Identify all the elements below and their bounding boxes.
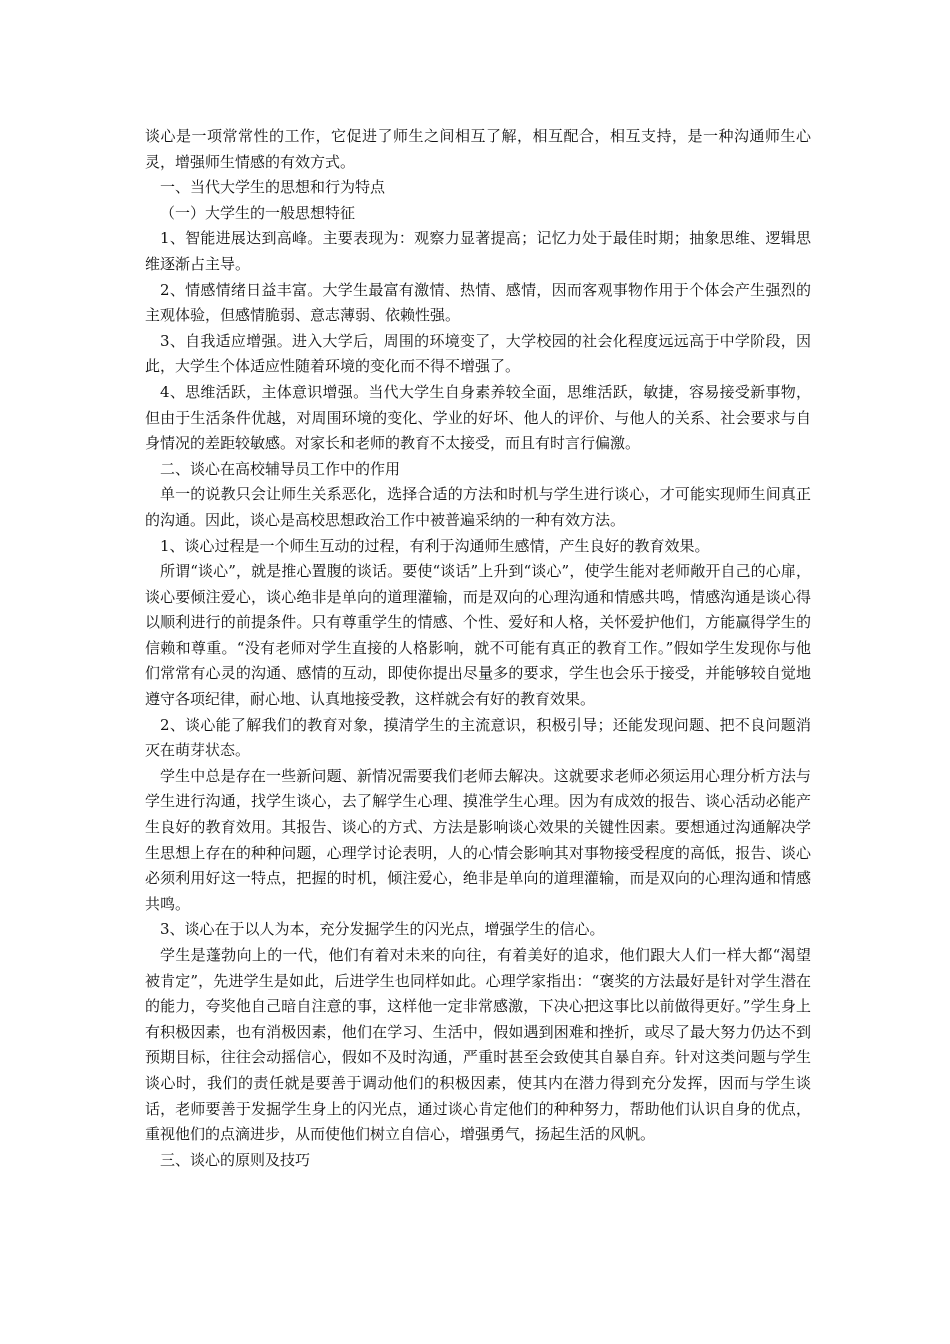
- paragraph-intellect: 1、智能进展达到高峰。主要表现为：观察力显著提高；记忆力处于最佳时期；抽象思维、逻辑思维逐渐占主导。: [145, 229, 811, 273]
- paragraph-adaptation: 3、自我适应增强。进入大学后，周围的环境变了，大学校园的社会化程度远远高于中学阶段，因此，大学生个体适应性随着环境的变化而不得不增强了。: [145, 331, 811, 376]
- point-understanding: 2、谈心能了解我们的教育对象，摸清学生的主流意识，积极引导；还能发现问题、把不良问题消灭在萌芽状态。: [145, 715, 811, 760]
- paragraph-communication: 单一的说教只会让师生关系恶化，选择合适的方法和时机与学生进行谈心，才可能实现师生间真正的沟通。因此，谈心是高校思想政治工作中被普遍采纳的一种有效方法。: [145, 485, 811, 529]
- point-people-oriented: 3、谈心在于以人为本，充分发掘学生的闪光点，增强学生的信心。: [160, 920, 605, 939]
- intro-paragraph: 谈心是一项常常性的工作，它促进了师生之间相互了解，相互配合，相互支持，是一种沟通师生心灵，增强师生情感的有效方式。: [145, 127, 811, 171]
- paragraph-emotion: 2、情感情绪日益丰富。大学生最富有激情、热情、感情，因而客观事物作用于个体会产生强烈的主观体验，但感情脆弱、意志薄弱、依赖性强。: [145, 280, 811, 325]
- paragraph-confidence: 学生是蓬勃向上的一代，他们有着对未来的向往，有着美好的追求，他们跟大人们一样大都“渴望被肯定”，先进学生是如此，后进学生也同样如此。心理学家指出：“褒奖的方法最好是针对学生潜在的能力，夸奖他自己暗自注意的事，这样他一定非常感激，下决心把这事比以前做得更好。”学生身上有积极因素，也有消极因素，他们在学习、生活中，假如遇到困难和挫折，或尽了最大努力仍达不到预期目标，往往会动摇信心，假如不及时沟通，严重时甚至会致使其自暴自弃。针对这类问题与学生谈心时，我们的责任就是要善于调动他们的积极因素，使其内在潜力得到充分发挥，因而与学生谈话，老师要善于发掘学生身上的闪光点，通过谈心肯定他们的种种努力，帮助他们认识自身的优点，重视他们的点滴进步，从而使他们树立自信心，增强勇气，扬起生活的风帆。: [145, 946, 811, 1144]
- section-heading-1: 一、当代大学生的思想和行为特点: [160, 178, 386, 197]
- paragraph-heart-talk: 所谓“谈心”，就是推心置腹的谈话。要使“谈话”上升到“谈心”，使学生能对老师敞开自己的心扉，谈心要倾注爱心，谈心绝非是单向的道理灌输，而是双向的心理沟通和情感共鸣，情感沟通是谈心得以顺利进行的前提条件。只有尊重学生的情感、个性、爱好和人格，关怀爱护他们，方能赢得学生的信赖和尊重。“没有老师对学生直接的人格影响，就不可能有真正的教育工作。”假如学生发现你与他们常常有心灵的沟通、感情的互动，即使你提出尽量多的要求，学生也会乐于接受，并能够较自觉地遵守各项纪律，耐心地、认真地接受教，这样就会有好的教育效果。: [145, 562, 811, 709]
- point-interaction: 1、谈心过程是一个师生互动的过程，有利于沟通师生感情，产生良好的教育效果。: [160, 536, 710, 555]
- paragraph-problems: 学生中总是存在一些新问题、新情况需要我们老师去解决。这就要求老师必须运用心理分析方法与学生进行沟通，找学生谈心，去了解学生心理、摸准学生心理。因为有成效的报告、谈心活动必能产生良好的教育效用。其报告、谈心的方式、方法是影响谈心效果的关键性因素。要想通过沟通解决学生思想上存在的种种问题，心理学讨论表明，人的心情会影响其对事物接受程度的高低，报告、谈心必须利用好这一特点，把握的时机，倾注爱心，绝非是单向的道理灌输，而是双向的心理沟通和情感共鸣。: [145, 766, 811, 913]
- subsection-heading-1: （一）大学生的一般思想特征: [160, 203, 356, 222]
- section-heading-3: 三、谈心的原则及技巧: [160, 1150, 311, 1169]
- section-heading-2: 二、谈心在高校辅导员工作中的作用: [160, 459, 401, 478]
- paragraph-thinking: 4、思维活跃，主体意识增强。当代大学生自身素养较全面，思维活跃，敏捷，容易接受新事物，但由于生活条件优越，对周围环境的变化、学业的好坏、他人的评价、与他人的关系、社会要求与自身情况的差距较敏感。对家长和老师的教育不太接受，而且有时言行偏激。: [145, 382, 811, 453]
- document-body: [145, 124, 811, 1173]
